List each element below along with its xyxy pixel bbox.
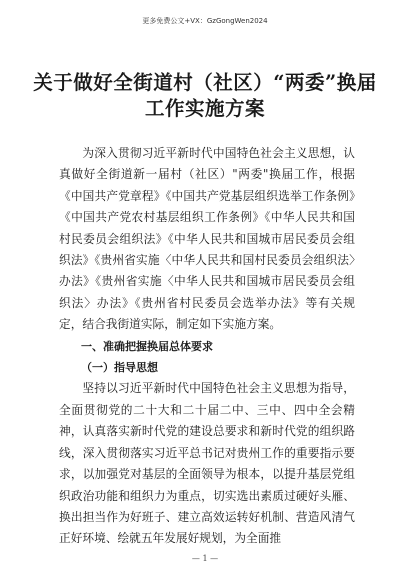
page-number: — 1 — [191, 554, 219, 563]
document-title [0, 70, 410, 122]
header-note: 更多免费公文+VX：GzGongWen2024 [142, 17, 268, 25]
title-line-2: 工作实施方案 [144, 97, 265, 120]
title-line-1: 关于做好全街道村（社区）“两委”换届 [33, 71, 377, 94]
guiding-paragraph: 坚持以习近平新时代中国特色社会主义思想为指导，全面贯彻党的二十大和二十届二中、三中、四中全会精神，认真落实新时代党的建设总要求和新时代党的组织路线，深入贯彻落实习近平总书记对贵州工作的重要指示要求，以加强党对基层的全面领导为根本，以提升基层党组织政治功能和组织力为重点，切实选出素质过硬好头雁、换出担当作为好班子、建立高效运转好机制、营造风清气正好环境、绘就五年发展好规划，为全面推 [59, 381, 355, 546]
section-heading: 一、准确把握换届总体要求 [81, 339, 213, 353]
intro-paragraph: 为深入贯彻习近平新时代中国特色社会主义思想，认真做好全街道新一届村（社区）"两委"换届工作，根据《中国共产党章程》《中国共产党基层组织选举工作条例》《中国共产党农村基层组织工作条例》《中华人民共和国村民委员会组织法》《中华人民共和国城市居民委员会组织法》《贵州省实施〈中华人民共和国村民委员会组织法〉办法》《贵州省实施〈中华人民共和国城市居民委员会组织法〉办法》《贵州省村民委员会选举办法》等有关规定，结合我街道实际，制定如下实施方案。 [59, 146, 355, 332]
document-body [59, 143, 355, 550]
subsection-heading: （一）指导思想 [81, 361, 158, 375]
